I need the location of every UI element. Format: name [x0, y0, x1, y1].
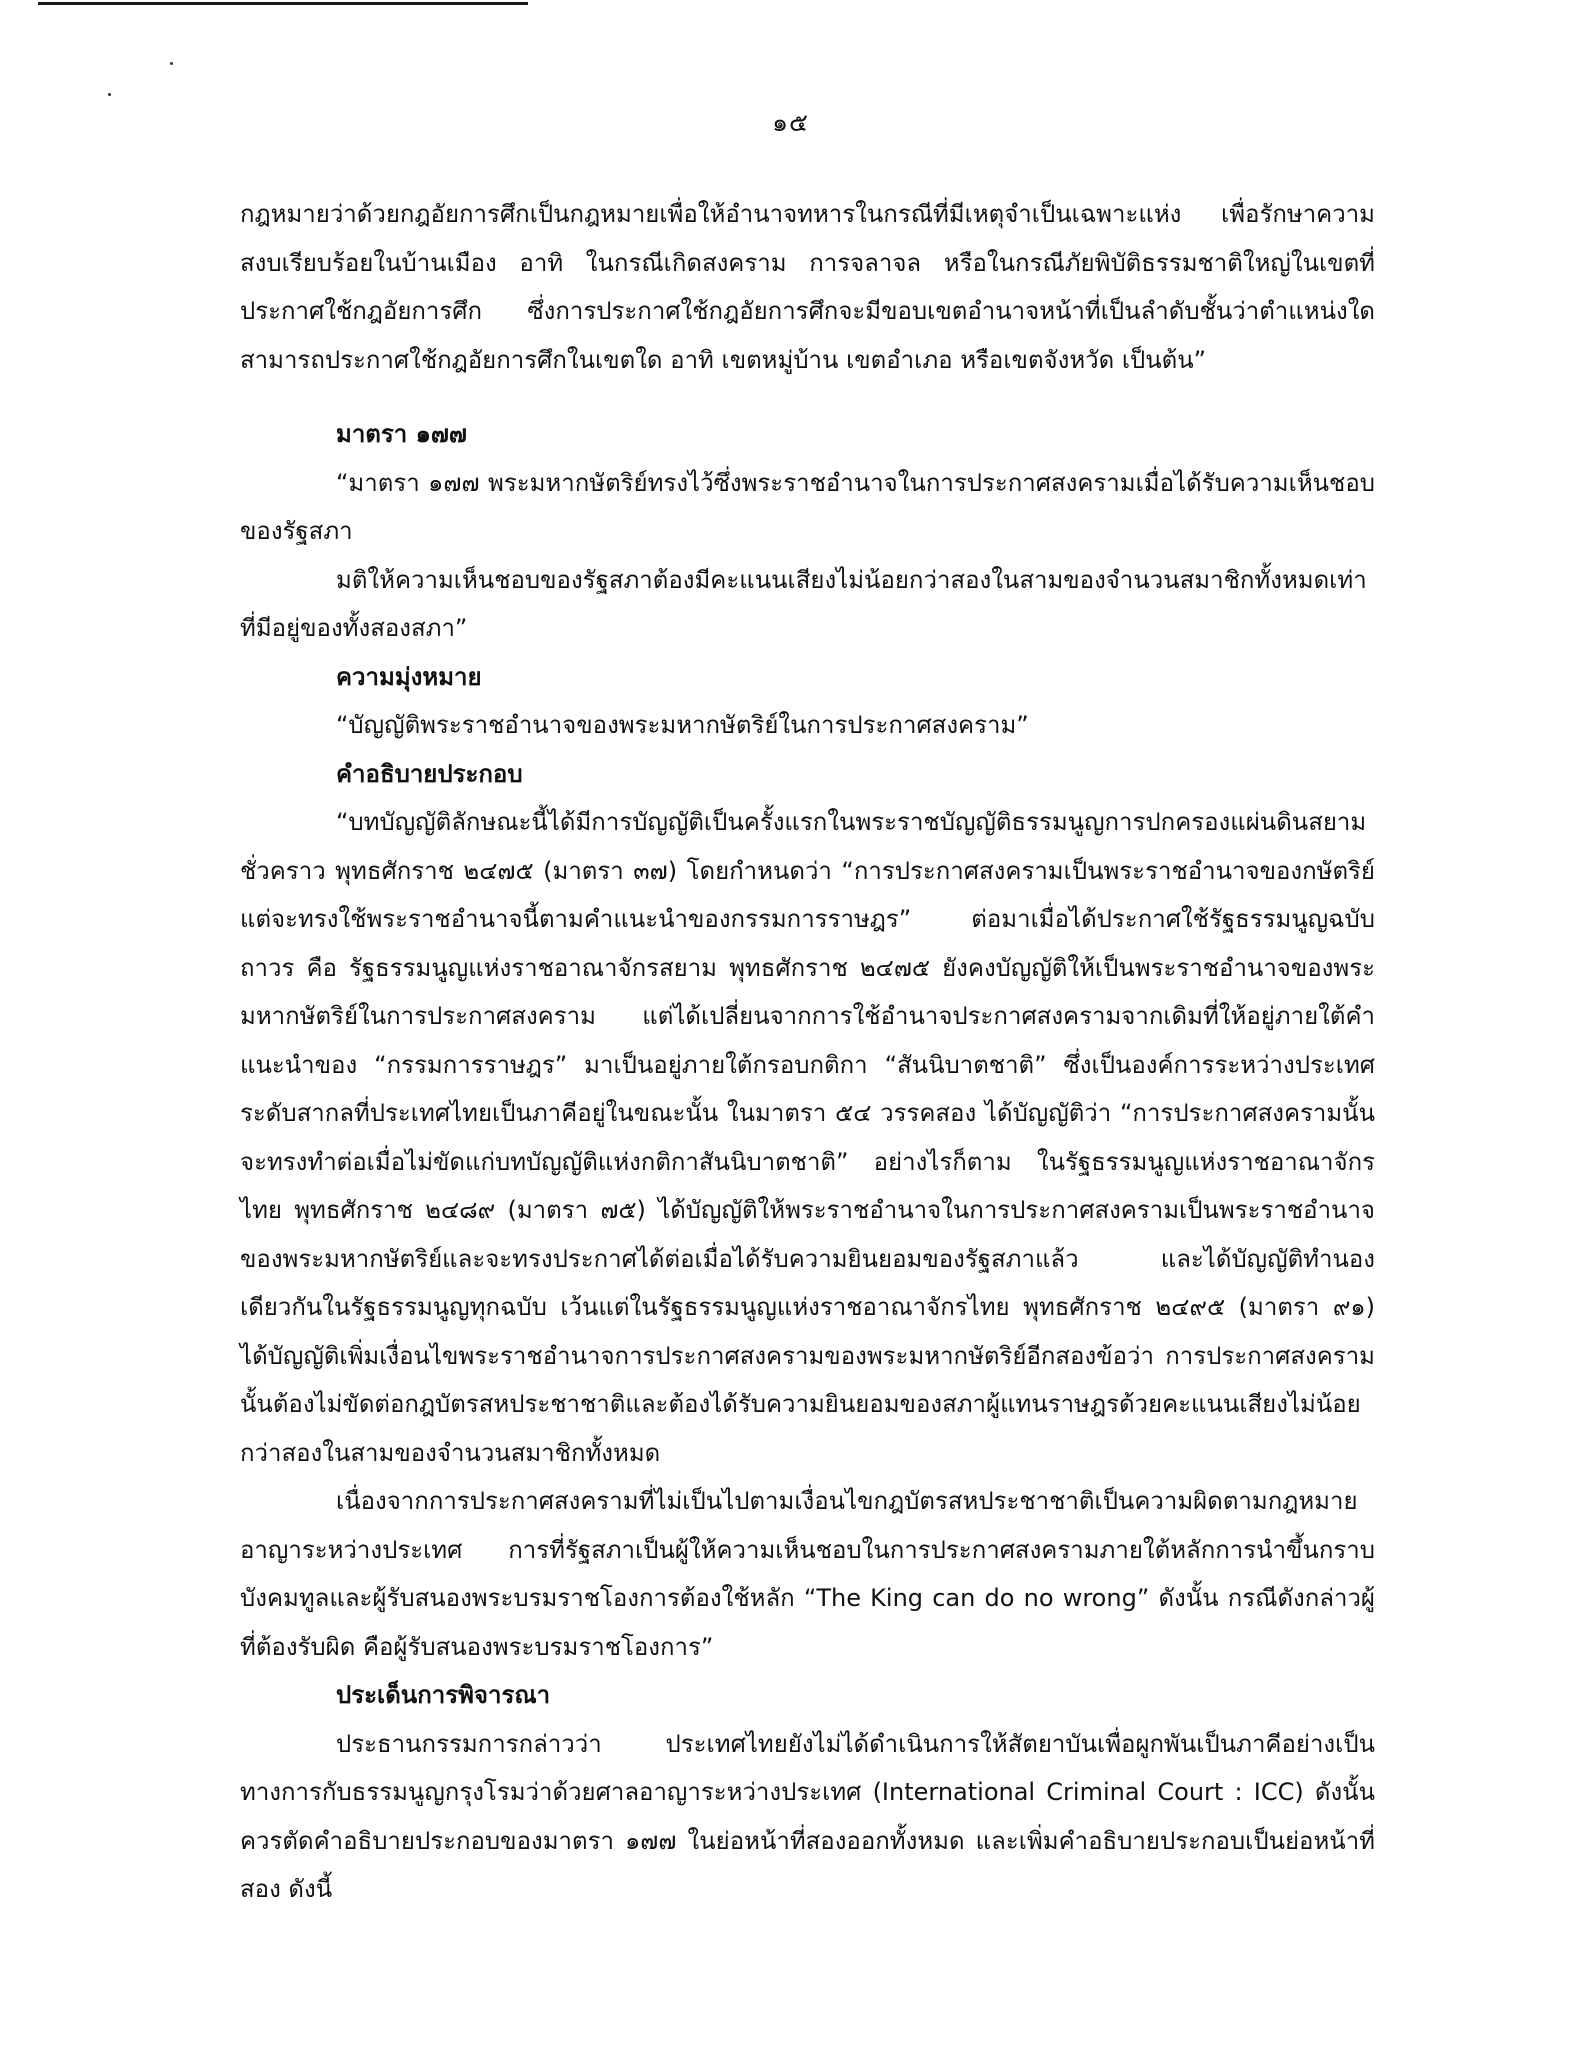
scan-edge-rule: [38, 2, 528, 5]
purpose-heading: ความมุ่งหมาย: [336, 662, 482, 691]
consideration-heading: ประเด็นการพิจารณา: [336, 1681, 551, 1709]
scan-speck: [108, 93, 111, 96]
explanation-heading: คำอธิบายประกอบ: [336, 759, 523, 788]
consideration-text: ประธานกรรมการกล่าวว่า ประเทศไทยยังไม่ได้ดำเนินการให้สัตยาบันเพื่อผูกพันเป็นภาคีอย่างเป็นทางการกับธรรมนูญกรุงโรมว่าด้วยศาลอาญาระหว่างประเทศ (International Criminal Court : ICC) ดังนั้น ควรตัดคำอธิบายประกอบของมาตรา ๑๗๗ ในย่อหน้าที่สองออกทั้งหมด และเพิ่มคำอธิบายประกอบเป็นย่อหน้าที่สอง ดังนี้: [240, 1729, 1375, 1903]
purpose-text: “บัญญัติพระราชอำนาจของพระมหากษัตริย์ในการประกาศสงคราม”: [336, 711, 1029, 739]
document-body: [240, 190, 1375, 1914]
section-quote-paragraph-1: “มาตรา ๑๗๗ พระมหากษัตริย์ทรงไว้ซึ่งพระราชอำนาจในการประกาศสงครามเมื่อได้รับความเห็นชอบของรัฐสภา: [240, 468, 1375, 545]
section-quote-paragraph-2: มติให้ความเห็นชอบของรัฐสภาต้องมีคะแนนเสียงไม่น้อยกว่าสองในสามของจำนวนสมาชิกทั้งหมดเท่าที่มีอยู่ของทั้งสองสภา”: [240, 565, 1367, 642]
scan-speck: [170, 62, 173, 65]
explanation-paragraph-1: “บทบัญญัติลักษณะนี้ได้มีการบัญญัติเป็นครั้งแรกในพระราชบัญญัติธรรมนูญการปกครองแผ่นดินสยามชั่วคราว พุทธศักราช ๒๔๗๕ (มาตรา ๓๗) โดยกำหนดว่า “การประกาศสงครามเป็นพระราชอำนาจของกษัตริย์ แต่จะทรงใช้พระราชอำนาจนี้ตามคำแนะนำของกรรมการราษฎร” ต่อมาเมื่อได้ประกาศใช้รัฐธรรมนูญฉบับถาวร คือ รัฐธรรมนูญแห่งราชอาณาจักรสยาม พุทธศักราช ๒๔๗๕ ยังคงบัญญัติให้เป็นพระราชอำนาจของพระมหากษัตริย์ในการประกาศสงคราม แต่ได้เปลี่ยนจากการใช้อำนาจประกาศสงครามจากเดิมที่ให้อยู่ภายใต้คำแนะนำของ “กรรมการราษฎร” มาเป็นอยู่ภายใต้กรอบกติกา “สันนิบาตชาติ” ซึ่งเป็นองค์การระหว่างประเทศระดับสากลที่ประเทศไทยเป็นภาคีอยู่ในขณะนั้น ในมาตรา ๕๔ วรรคสอง ได้บัญญัติว่า “การประกาศสงครามนั้น จะทรงทำต่อเมื่อไม่ขัดแก่บทบัญญัติแห่งกติกาสันนิบาตชาติ” อย่างไรก็ตาม ในรัฐธรรมนูญแห่งราชอาณาจักรไทย พุทธศักราช ๒๔๘๙ (มาตรา ๗๕) ได้บัญญัติให้พระราชอำนาจในการประกาศสงครามเป็นพระราชอำนาจของพระมหากษัตริย์และจะทรงประกาศได้ต่อเมื่อได้รับความยินยอมของรัฐสภาแล้ว และได้บัญญัติทำนองเดียวกันในรัฐธรรมนูญทุกฉบับ เว้นแต่ในรัฐธรรมนูญแห่งราชอาณาจักรไทย พุทธศักราช ๒๔๙๕ (มาตรา ๙๑) ได้บัญญัติเพิ่มเงื่อนไขพระราชอำนาจการประกาศสงครามของพระมหากษัตริย์อีกสองข้อว่า การประกาศสงครามนั้นต้องไม่ขัดต่อกฎบัตรสหประชาชาติและต้องได้รับความยินยอมของสภาผู้แทนราษฎรด้วยคะแนนเสียงไม่น้อยกว่าสองในสามของจำนวนสมาชิกทั้งหมด: [240, 808, 1375, 1467]
page-number: ๑๕: [772, 108, 809, 137]
section-heading: มาตรา ๑๗๗: [336, 420, 467, 448]
explanation-paragraph-2: เนื่องจากการประกาศสงครามที่ไม่เป็นไปตามเงื่อนไขกฎบัตรสหประชาชาติเป็นความผิดตามกฎหมายอาญาระหว่างประเทศ การที่รัฐสภาเป็นผู้ให้ความเห็นชอบในการประกาศสงครามภายใต้หลักการนำขึ้นกราบบังคมทูลและผู้รับสนองพระบรมราชโองการต้องใช้หลัก “The King can do no wrong” ดังนั้น กรณีดังกล่าวผู้ที่ต้องรับผิด คือผู้รับสนองพระบรมราชโองการ”: [240, 1487, 1375, 1661]
continuation-paragraph: กฎหมายว่าด้วยกฎอัยการศึกเป็นกฎหมายเพื่อให้อำนาจทหารในกรณีที่มีเหตุจำเป็นเฉพาะแห่ง เพื่อรักษาความสงบเรียบร้อยในบ้านเมือง อาทิ ในกรณีเกิดสงคราม การจลาจล หรือในกรณีภัยพิบัติธรรมชาติใหญ่ในเขตที่ประกาศใช้กฎอัยการศึก ซึ่งการประกาศใช้กฎอัยการศึกจะมีขอบเขตอำนาจหน้าที่เป็นลำดับชั้นว่าตำแหน่งใดสามารถประกาศใช้กฎอัยการศึกในเขตใด อาทิ เขตหมู่บ้าน เขตอำเภอ หรือเขตจังหวัด เป็นต้น”: [240, 200, 1375, 374]
